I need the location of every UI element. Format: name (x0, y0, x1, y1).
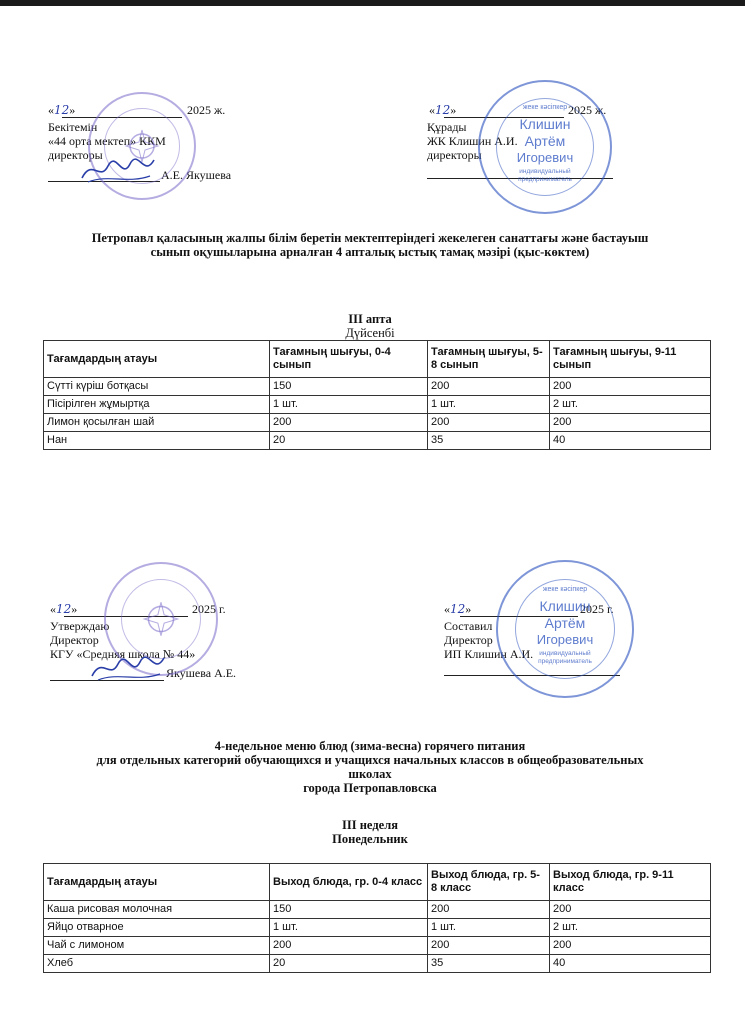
cell: 150 (270, 378, 428, 396)
director-signature-kz (78, 152, 158, 188)
cell: 20 (270, 432, 428, 450)
ru-approve-year: 2025 г. (192, 602, 226, 616)
cell: Пісірілген жұмыртқа (44, 396, 270, 414)
col-grade-5-8: Тағамның шығуы, 5-8 сынып (428, 341, 550, 378)
ru-title-line-4: города Петропавловска (303, 781, 437, 795)
table-row (44, 378, 711, 396)
entrepreneur-seal-kz: жеке кәсіпкер Клишин Артём Игоревич индивидуальный предприниматель (478, 80, 612, 214)
kz-title-line-2: сынып оқушыларына арналған 4 апталық ыстық тамақ мәзірі (қыс-көктем) (150, 245, 590, 259)
kz-week-label: III апта (348, 312, 392, 326)
col-grade-0-4: Тағамның шығуы, 0-4 сынып (270, 341, 428, 378)
cell: 200 (550, 378, 711, 396)
ru-day-label: Понедельник (332, 832, 408, 846)
kz-compose-position: директоры (427, 148, 482, 162)
kz-compose-date: «12» (429, 103, 457, 117)
ru-menu-table (43, 863, 711, 973)
kz-approve-position: директоры (48, 148, 103, 162)
col-grade-5-8: Выход блюда, гр. 5-8 класс (428, 864, 550, 901)
director-signature-ru (86, 650, 170, 686)
entrepreneur-seal-ru: жеке кәсіпкер Клишин Артём Игоревич индивидуальный предприниматель (496, 560, 634, 698)
table-row (44, 414, 711, 432)
kz-approve-year: 2025 ж. (187, 103, 226, 117)
kz-compose-org: ЖК Клишин А.И. (427, 134, 518, 148)
col-grade-9-11: Выход блюда, гр. 9-11 класс (550, 864, 711, 901)
col-dish-name: Тағамдардың атауы (44, 341, 270, 378)
cell: 20 (270, 955, 428, 973)
cell: 40 (550, 432, 711, 450)
ru-title-line-1: 4-недельное меню блюд (зима-весна) горячего питания (214, 739, 526, 753)
ru-compose-date: «12» (444, 602, 472, 616)
ru-approve-name: Якушева А.Е. (166, 666, 237, 680)
scan-top-edge (0, 0, 745, 6)
ru-compose-year: 2025 г. (580, 602, 614, 616)
kz-title-line-1: Петропавл қаласының жалпы білім беретін мектептеріндегі жекелеген санаттағы және бастауыш (91, 231, 649, 245)
cell: 200 (428, 378, 550, 396)
cell: 1 шт. (428, 919, 550, 937)
cell: 2 шт. (550, 919, 711, 937)
cell: Нан (44, 432, 270, 450)
table-row (44, 396, 711, 414)
cell: Сүтті күріш ботқасы (44, 378, 270, 396)
ru-week-label: III неделя (342, 818, 398, 832)
cell: 35 (428, 955, 550, 973)
kz-day-label: Дүйсенбі (345, 326, 395, 340)
cell: Хлеб (44, 955, 270, 973)
kz-approve-date: «12» (48, 103, 76, 117)
table-row (44, 955, 711, 973)
ru-compose-label: Составил (444, 619, 493, 633)
cell: 200 (428, 937, 550, 955)
cell: 40 (550, 955, 711, 973)
kz-approve-label: Бекітемін (48, 120, 98, 134)
cell: Яйцо отварное (44, 919, 270, 937)
cell: 2 шт. (550, 396, 711, 414)
cell: 200 (428, 901, 550, 919)
cell: 200 (270, 937, 428, 955)
ru-approve-org: КГУ «Средняя школа № 44» (50, 647, 196, 661)
table-row (44, 432, 711, 450)
cell: 1 шт. (428, 396, 550, 414)
kz-compose-year: 2025 ж. (568, 103, 607, 117)
ru-compose-org: ИП Клишин А.И. (444, 647, 534, 661)
ru-approve-date: «12» (50, 602, 78, 616)
col-grade-0-4: Выход блюда, гр. 0-4 класс (270, 864, 428, 901)
table-header-row (44, 341, 711, 378)
cell: 200 (270, 414, 428, 432)
cell: 200 (550, 937, 711, 955)
ru-compose-position: Директор (444, 633, 493, 647)
kz-approve-name: А.Е. Якушева (161, 168, 232, 182)
kz-approve-org: «44 орта мектеп» ККМ (48, 134, 166, 148)
table-row (44, 919, 711, 937)
kz-menu-table (43, 340, 711, 450)
cell: 1 шт. (270, 396, 428, 414)
cell: Каша рисовая молочная (44, 901, 270, 919)
table-header-row (44, 864, 711, 901)
col-dish-name: Тағамдардың атауы (44, 864, 270, 901)
cell: Лимон қосылған шай (44, 414, 270, 432)
cell: 200 (550, 414, 711, 432)
kz-compose-label: Құрады (427, 120, 467, 134)
ru-approve-label: Утверждаю (50, 619, 110, 633)
cell: 1 шт. (270, 919, 428, 937)
cell: 35 (428, 432, 550, 450)
cell: 200 (428, 414, 550, 432)
table-row (44, 901, 711, 919)
cell: 200 (550, 901, 711, 919)
table-row (44, 937, 711, 955)
ru-title-line-3: школах (348, 767, 392, 781)
ru-approve-position: Директор (50, 633, 99, 647)
cell: Чай с лимоном (44, 937, 270, 955)
cell: 150 (270, 901, 428, 919)
ru-title-line-2: для отдельных категорий обучающихся и учащихся начальных классов в общеобразовательных (96, 753, 644, 767)
col-grade-9-11: Тағамның шығуы, 9-11 сынып (550, 341, 711, 378)
